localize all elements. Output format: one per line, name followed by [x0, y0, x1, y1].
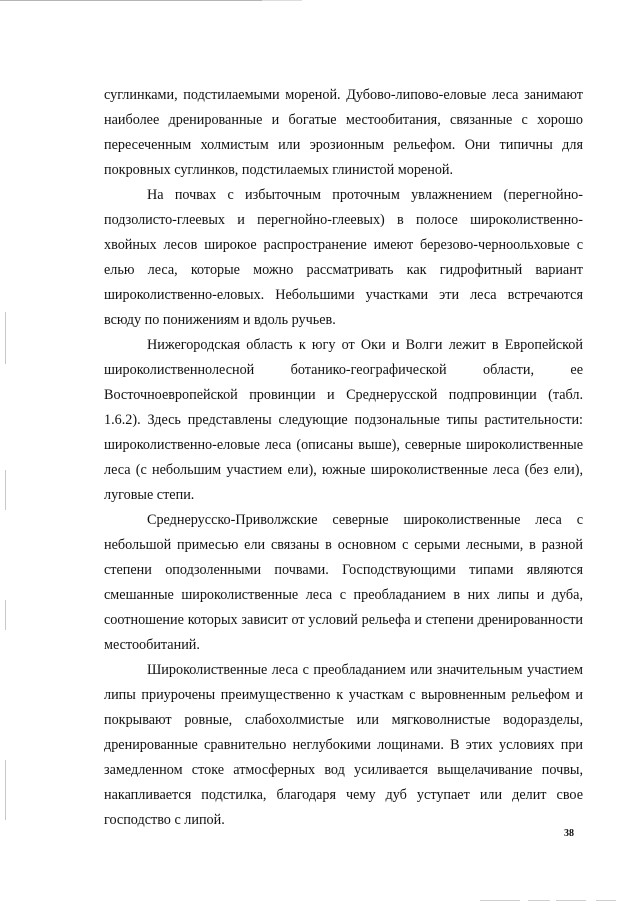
scan-bottom-dash	[596, 900, 616, 901]
scan-bottom-dash	[528, 900, 550, 901]
scan-margin-mark	[5, 600, 6, 630]
paragraph-northern-broadleaf: Среднерусско-Приволжские северные широколиственные леса с небольшой примесью ели связаны в основном с серыми лесными, в разной степени оподзоленными почвами. Господствующими типами являются смешанные широколиственные леса с преобладанием в них липы и дуба, соотношение которых зависит от условий рельефа и степени дренированности местообитаний.	[104, 512, 583, 653]
scan-margin-mark	[5, 312, 6, 364]
scan-bottom-dash	[556, 900, 586, 901]
scan-edge-line-faint	[262, 0, 302, 1]
scan-margin-mark	[5, 760, 6, 820]
paragraph-continuation: суглинками, подстилаемыми мореной. Дубово-липово-еловые леса занимают наиболее дренированные и богатые местообитания, связанные с хорошо пересеченным холмистым или эрозионным рельефом. Они типичны для покровных суглинков, подстилаемых глинистой мореной.	[104, 87, 583, 178]
paragraph-wet-soils-forests: На почвах с избыточным проточным увлажнением (перегнойно-подзолисто-глеевых и перегнойно-глеевых) в полосе широколиственно-хвойных лесов широкое распространение имеют березово-черноольховые с елью леса, которые можно рассматривать как гидрофитный вариант широколиственно-еловых. Небольшими участками эти леса встречаются всюду по понижениям и вдоль ручьев.	[104, 187, 583, 328]
scan-bottom-dash	[480, 900, 520, 901]
paragraph-nizhny-region: Нижегородская область к югу от Оки и Волги лежит в Европейской широколиственнолесной ботанико-географической области, ее Восточноевропейской провинции и Среднерусской подпровинции (табл. 1.6.2). Здесь представлены следующие подзональные типы растительности: широколиственно-еловые леса (описаны выше), северные широколиственные леса (с небольшим участием ели), южные широколиственные леса (без ели), луговые степи.	[104, 337, 583, 503]
paragraph-linden-forests: Широколиственные леса с преобладанием или значительным участием липы приурочены преимущественно к участкам с выровненным рельефом и покрывают ровные, слабохолмистые или мягковолнистые водоразделы, дренированные сравнительно неглубокими лощинами. В этих условиях при замедленном стоке атмосферных вод усиливается выщелачивание почвы, накапливается подстилка, благодаря чему дуб уступает или делит свое господство с липой.	[104, 662, 583, 828]
body-text	[104, 83, 583, 833]
scan-margin-mark	[5, 470, 6, 510]
page-number: 38	[564, 828, 574, 839]
scan-edge-line	[0, 0, 262, 1]
